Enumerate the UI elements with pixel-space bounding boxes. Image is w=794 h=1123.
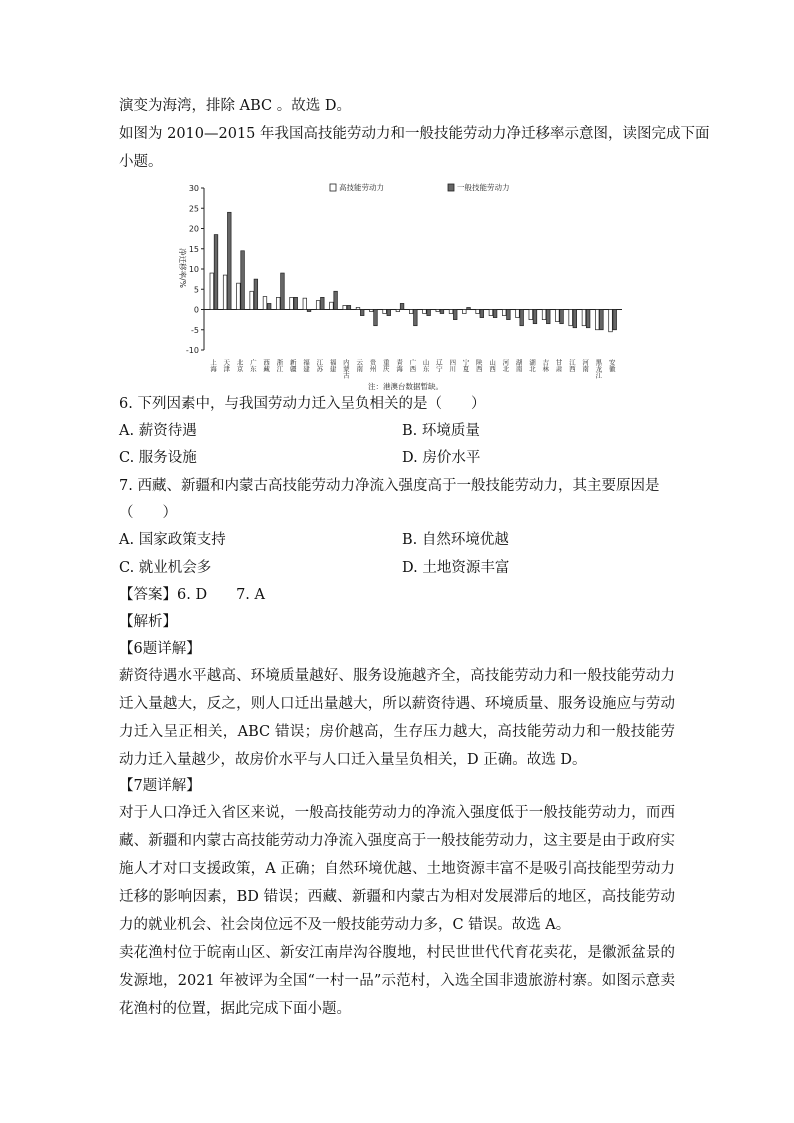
bar-general-skill [586, 310, 590, 328]
category-label: 广东 [248, 359, 257, 372]
bar-general-skill [294, 297, 298, 309]
category-label: 重庆 [381, 359, 390, 372]
category-label: 湖北 [527, 359, 536, 372]
bar-general-skill [387, 310, 391, 316]
category-label: 黑龙江 [594, 359, 603, 379]
category-label: 广西 [408, 359, 417, 372]
bar-high-skill [250, 291, 254, 309]
bar-general-skill [507, 310, 511, 320]
bar-general-skill [307, 310, 311, 312]
next-passage: 卖花渔村位于皖南山区、新安江南岸沟谷腹地，村民世世代代育花卖花，是徽派盆景的发源地，2021 年被评为全国“一村一品”示范村，入选全国非遗旅游村寨。如图示意卖花渔村的位置，据此完成下面小题。 [119, 945, 675, 1017]
category-label: 河南 [581, 359, 590, 372]
category-label: 天津 [222, 359, 231, 372]
bar-general-skill [267, 303, 271, 309]
bar-general-skill [480, 310, 484, 318]
y-tick-label: 5 [193, 285, 199, 295]
legend-label-high-skill: 高技能劳动力 [339, 183, 384, 192]
category-label: 福建 [328, 359, 337, 372]
y-tick-label: 10 [188, 265, 199, 274]
detail-7-heading: 【7题详解】 [119, 778, 201, 794]
bar-high-skill [476, 310, 480, 314]
bar-high-skill [210, 273, 214, 309]
analysis-heading: 【解析】 [119, 614, 177, 630]
bar-high-skill [502, 310, 506, 316]
y-tick-label: -10 [185, 346, 199, 355]
bar-high-skill [330, 302, 334, 309]
q7-option-d: D. 土地资源丰富 [402, 560, 510, 576]
detail-6-text: 薪资待遇水平越高、环境质量越好、服务设施越齐全，高技能劳动力和一般技能劳动力迁入量越大，反之，则人口迁出量越大，所以薪资待遇、环境质量、服务设施应与劳动力迁入呈正相关，ABC 错误；房价越高，生存压力越大，高技能劳动力和一般技能劳动力迁入量越少，故房价水平与人口迁入量呈负相关，D 正确。故选 D。 [119, 668, 675, 768]
q7-option-c: C. 就业机会多 [119, 560, 212, 576]
question-6-stem: 6. 下列因素中，与我国劳动力迁入呈负相关的是（ ） [119, 396, 486, 412]
bar-general-skill [321, 297, 325, 309]
bar-general-skill [546, 310, 550, 324]
category-label: 青海 [395, 359, 404, 372]
bar-general-skill [453, 310, 457, 320]
bar-general-skill [613, 310, 617, 330]
question-7-stem: 7. 西藏、新疆和内蒙古高技能劳动力净流入强度高于一般技能劳动力，其主要原因是 [119, 478, 660, 494]
bar-general-skill [427, 310, 431, 316]
bar-general-skill [440, 310, 444, 314]
y-tick-label: 0 [193, 305, 199, 315]
bar-high-skill [609, 310, 613, 332]
bar-general-skill [400, 303, 404, 309]
bar-general-skill [374, 310, 378, 326]
intro-line-3: 小题。 [119, 154, 163, 170]
bar-general-skill [414, 310, 418, 326]
bar-general-skill [241, 251, 245, 310]
category-label: 辽宁 [434, 359, 443, 372]
category-label: 上海 [209, 359, 217, 372]
y-axis-label: 净迁移率/% [178, 248, 187, 288]
category-label: 北京 [235, 359, 244, 372]
bar-high-skill [529, 310, 533, 320]
category-label: 山东 [421, 359, 430, 372]
intro-line-2: 如图为 2010—2015 年我国高技能劳动力和一般技能劳动力净迁移率示意图，读图完成下面 [119, 126, 710, 142]
category-label: 江苏 [315, 359, 324, 372]
bar-high-skill [556, 310, 560, 322]
bar-general-skill [334, 291, 338, 309]
bar-general-skill [281, 273, 285, 309]
q6-option-b: B. 环境质量 [402, 423, 480, 439]
category-label: 宁夏 [461, 359, 470, 372]
bar-high-skill [423, 310, 427, 314]
bar-general-skill [573, 310, 577, 328]
y-tick-label: 20 [188, 224, 199, 234]
bar-high-skill [516, 310, 520, 318]
category-label: 河北 [501, 359, 510, 372]
bar-high-skill [316, 301, 320, 310]
q6-option-a: A. 薪资待遇 [119, 423, 197, 439]
detail-6-heading: 【6题详解】 [119, 641, 201, 657]
category-label: 云南 [355, 359, 364, 372]
y-tick-label: -5 [191, 325, 199, 335]
category-label: 陕西 [474, 359, 483, 372]
category-label: 吉林 [541, 359, 550, 372]
bar-high-skill [409, 310, 413, 314]
category-label: 浙江 [275, 359, 284, 372]
q7-option-b: B. 自然环境优越 [402, 532, 509, 548]
legend-swatch-general-skill [448, 184, 454, 191]
legend-label-general-skill: 一般技能劳动力 [457, 183, 510, 192]
bar-high-skill [369, 310, 373, 312]
bar-general-skill [533, 310, 537, 324]
bar-general-skill [520, 310, 524, 326]
detail-7-text: 对于人口净迁入省区来说，一般高技能劳动力的净流入强度低于一般技能劳动力，而西藏、新疆和内蒙古高技能劳动力净流入强度高于一般技能劳动力，这主要是由于政府实施人才对口支援政策，A 正确；自然环境优越、土地资源丰富不是吸引高技能型劳动力迁移的影响因素，BD 错误；西藏、新疆和内蒙古为相对发展滞后的地区，高技能劳动力的就业机会、社会岗位远不及一般技能劳动力多，C 错误。故选 A。 [119, 805, 675, 933]
category-label: 甘肃 [554, 359, 563, 372]
category-label: 四川 [448, 359, 457, 372]
bar-high-skill [595, 310, 599, 330]
bar-high-skill [569, 310, 573, 326]
y-tick-label: 25 [188, 204, 199, 214]
bar-high-skill [383, 310, 387, 314]
bar-high-skill [542, 310, 546, 320]
category-label: 山西 [488, 359, 497, 372]
category-label: 西藏 [262, 359, 271, 372]
bar-high-skill [276, 297, 280, 309]
bar-high-skill [223, 275, 227, 309]
bar-high-skill [436, 310, 440, 312]
chart-svg [168, 178, 628, 393]
q6-option-d: D. 房价水平 [402, 450, 481, 466]
migration-rate-chart [168, 178, 628, 393]
y-tick-label: 30 [188, 184, 199, 193]
bar-high-skill [356, 307, 360, 309]
bar-high-skill [489, 310, 493, 316]
answer-line: 【答案】6. D 7. A [119, 587, 265, 603]
bar-high-skill [463, 310, 467, 314]
bar-general-skill [467, 307, 471, 309]
bar-high-skill [582, 310, 586, 326]
bar-general-skill [254, 279, 258, 309]
category-label: 福建 [302, 359, 311, 372]
bar-high-skill [303, 298, 307, 309]
q7-option-a: A. 国家政策支持 [119, 532, 226, 548]
chart-note: 注：港澳台数据暂缺。 [368, 382, 443, 391]
category-label: 内蒙古 [341, 359, 350, 379]
bar-high-skill [343, 305, 347, 309]
bar-high-skill [263, 297, 267, 310]
bar-general-skill [600, 310, 604, 330]
bar-general-skill [560, 310, 564, 324]
category-label: 湖南 [514, 359, 523, 372]
y-tick-label: 15 [188, 244, 199, 254]
intro-line-1: 演变为海湾，排除 ABC 。故选 D。 [119, 98, 351, 114]
category-label: 江西 [567, 359, 576, 372]
bar-high-skill [396, 310, 400, 312]
bar-general-skill [347, 305, 351, 309]
category-label: 新疆 [288, 359, 297, 372]
bar-general-skill [360, 310, 364, 316]
q6-option-c: C. 服务设施 [119, 450, 197, 466]
bar-high-skill [290, 297, 294, 309]
bar-general-skill [227, 212, 231, 309]
question-7-stem-cont: （ ） [119, 505, 177, 521]
bar-high-skill [449, 310, 453, 314]
bar-general-skill [214, 235, 218, 310]
category-label: 贵州 [368, 359, 377, 372]
legend-swatch-high-skill [330, 184, 336, 191]
category-label: 安徽 [607, 359, 616, 372]
bar-high-skill [237, 283, 241, 309]
bar-general-skill [493, 310, 497, 318]
